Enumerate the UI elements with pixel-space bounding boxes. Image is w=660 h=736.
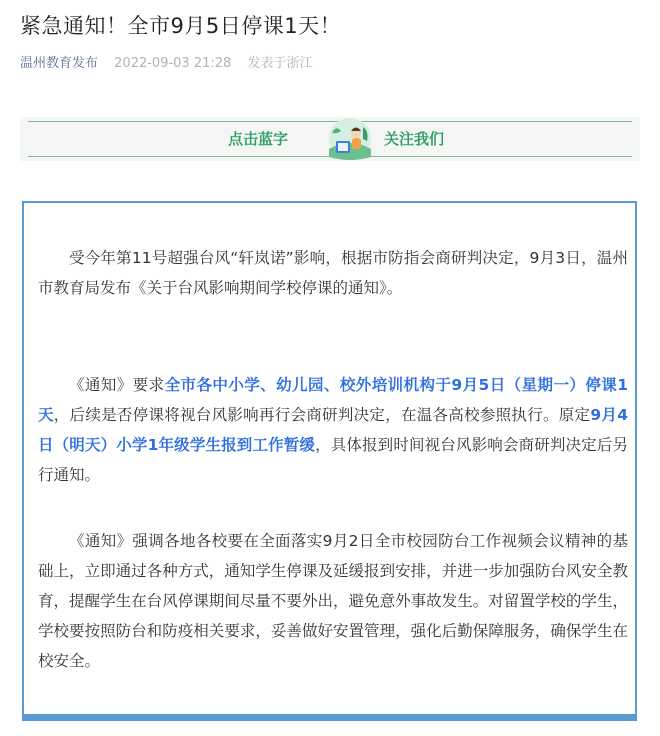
follow-prompt-left[interactable]: 点击蓝字 <box>228 130 289 148</box>
publish-date: 2022-09-03 21:28 <box>114 56 232 71</box>
article-title: 紧急通知！全市9月5日停课1天！ <box>20 14 342 38</box>
cartoon-reading-icon <box>323 117 377 161</box>
highlight-suspension-notice: 全市各中小学、幼儿园、校外培训机构于9月5日（星期一）停课1天 <box>38 376 628 424</box>
follow-prompt-right[interactable]: 关注我们 <box>384 130 445 148</box>
notice-content-box <box>22 201 637 721</box>
follow-banner[interactable] <box>20 117 640 161</box>
article-meta <box>20 52 312 71</box>
account-name-link[interactable]: 温州教育发布 <box>20 56 99 71</box>
paragraph-2 <box>38 370 628 490</box>
paragraph-1: 受今年第11号超强台风“轩岚诺”影响，根据市防指会商研判决定，9月3日，温州市教育局发布《关于台风影响期间学校停课的通知》。 <box>38 249 628 297</box>
paragraph-2-text-b: ，后续是否停课将视台风影响再行会商研判决定，在温各高校参照执行。原定 <box>53 406 591 424</box>
paragraph-2-text-c: ，具体报到时间视台风影响会商研判决定后另行通知。 <box>38 436 628 484</box>
publish-location: 发表于浙江 <box>247 56 313 71</box>
highlight-registration-postponed: 9月4日（明天）小学1年级学生报到工作暂缓 <box>38 406 628 454</box>
paragraph-3: 《通知》强调各地各校要在全面落实9月2日全市校园防台工作视频会议精神的基础上，立即通过各种方式，通知学生停课及延缓报到安排，并进一步加强防台风安全教育，提醒学生在台风停课期间尽量不要外出，避免意外事故发生。对留置学校的学生，学校要按照防台和防疫相关要求，妥善做好安置管理，强化后勤保障服务，确保学生在校安全。 <box>38 532 628 670</box>
paragraph-2-text-a: 《通知》要求 <box>69 376 165 394</box>
